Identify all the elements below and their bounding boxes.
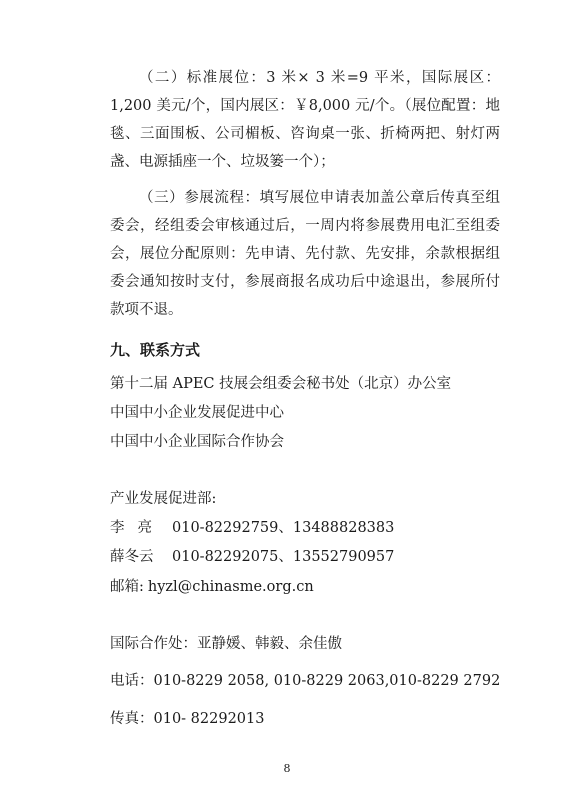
- organizer-line: 中国中小企业国际合作协会: [110, 434, 284, 450]
- email-address: hyzl@chinasme.org.cn: [147, 579, 314, 595]
- organizer-line: 中国中小企业发展促进中心: [110, 405, 284, 421]
- phone-row: [110, 669, 500, 693]
- email-label: 邮箱:: [110, 579, 144, 595]
- contact-phones: 010-82292759、13488828383: [172, 520, 395, 536]
- exhibition-process-lead: （三）参展流程：: [139, 190, 260, 206]
- organizer-line: 第十二届 APEC 技展会组委会秘书处（北京）办公室: [110, 376, 452, 392]
- email-row: [110, 575, 314, 599]
- industry-dept-title: 产业发展促进部:: [110, 491, 217, 507]
- phone-numbers: 010-8229 2058, 010-8229 2063,010-8229 2792: [153, 673, 501, 689]
- contact-name: 李亮: [110, 520, 166, 536]
- phone-label: 电话：: [110, 673, 154, 689]
- contact-row: [110, 545, 394, 569]
- fax-row: [110, 707, 265, 731]
- fax-label: 传真：: [110, 711, 154, 727]
- standard-booth-paragraph: [110, 64, 500, 176]
- standard-booth-body: 3 米× 3 米=9 平米，国际展区：1,200 美元/个，国内展区：￥8,000 元/个。（展位配置：地毯、三面围板、公司楣板、咨询桌一张、折椅两把、射灯两盏、电源插座一个、垃圾篓一个）；: [110, 70, 501, 170]
- fax-number: 010- 82292013: [153, 711, 265, 727]
- intl-dept-line: 国际合作处：亚静媛、韩毅、余佳傲: [110, 636, 342, 652]
- contact-section-heading: 九、联系方式: [110, 341, 201, 359]
- contact-phones: 010-82292075、13552790957: [172, 549, 395, 565]
- contact-row: [110, 516, 394, 540]
- standard-booth-lead: （二）标准展位：: [139, 70, 267, 86]
- contact-name: 薛冬云: [110, 549, 154, 565]
- exhibition-process-body: 填写展位申请表加盖公章后传真至组委会，经组委会审核通过后，一周内将参展费用电汇至组委会，展位分配原则：先申请、先付款、先安排，余款根据组委会通知按时支付，参展商报名成功后中途退出，参展所付款项不退。: [110, 190, 501, 318]
- page-number: 8: [283, 762, 291, 775]
- exhibition-process-paragraph: [110, 184, 500, 324]
